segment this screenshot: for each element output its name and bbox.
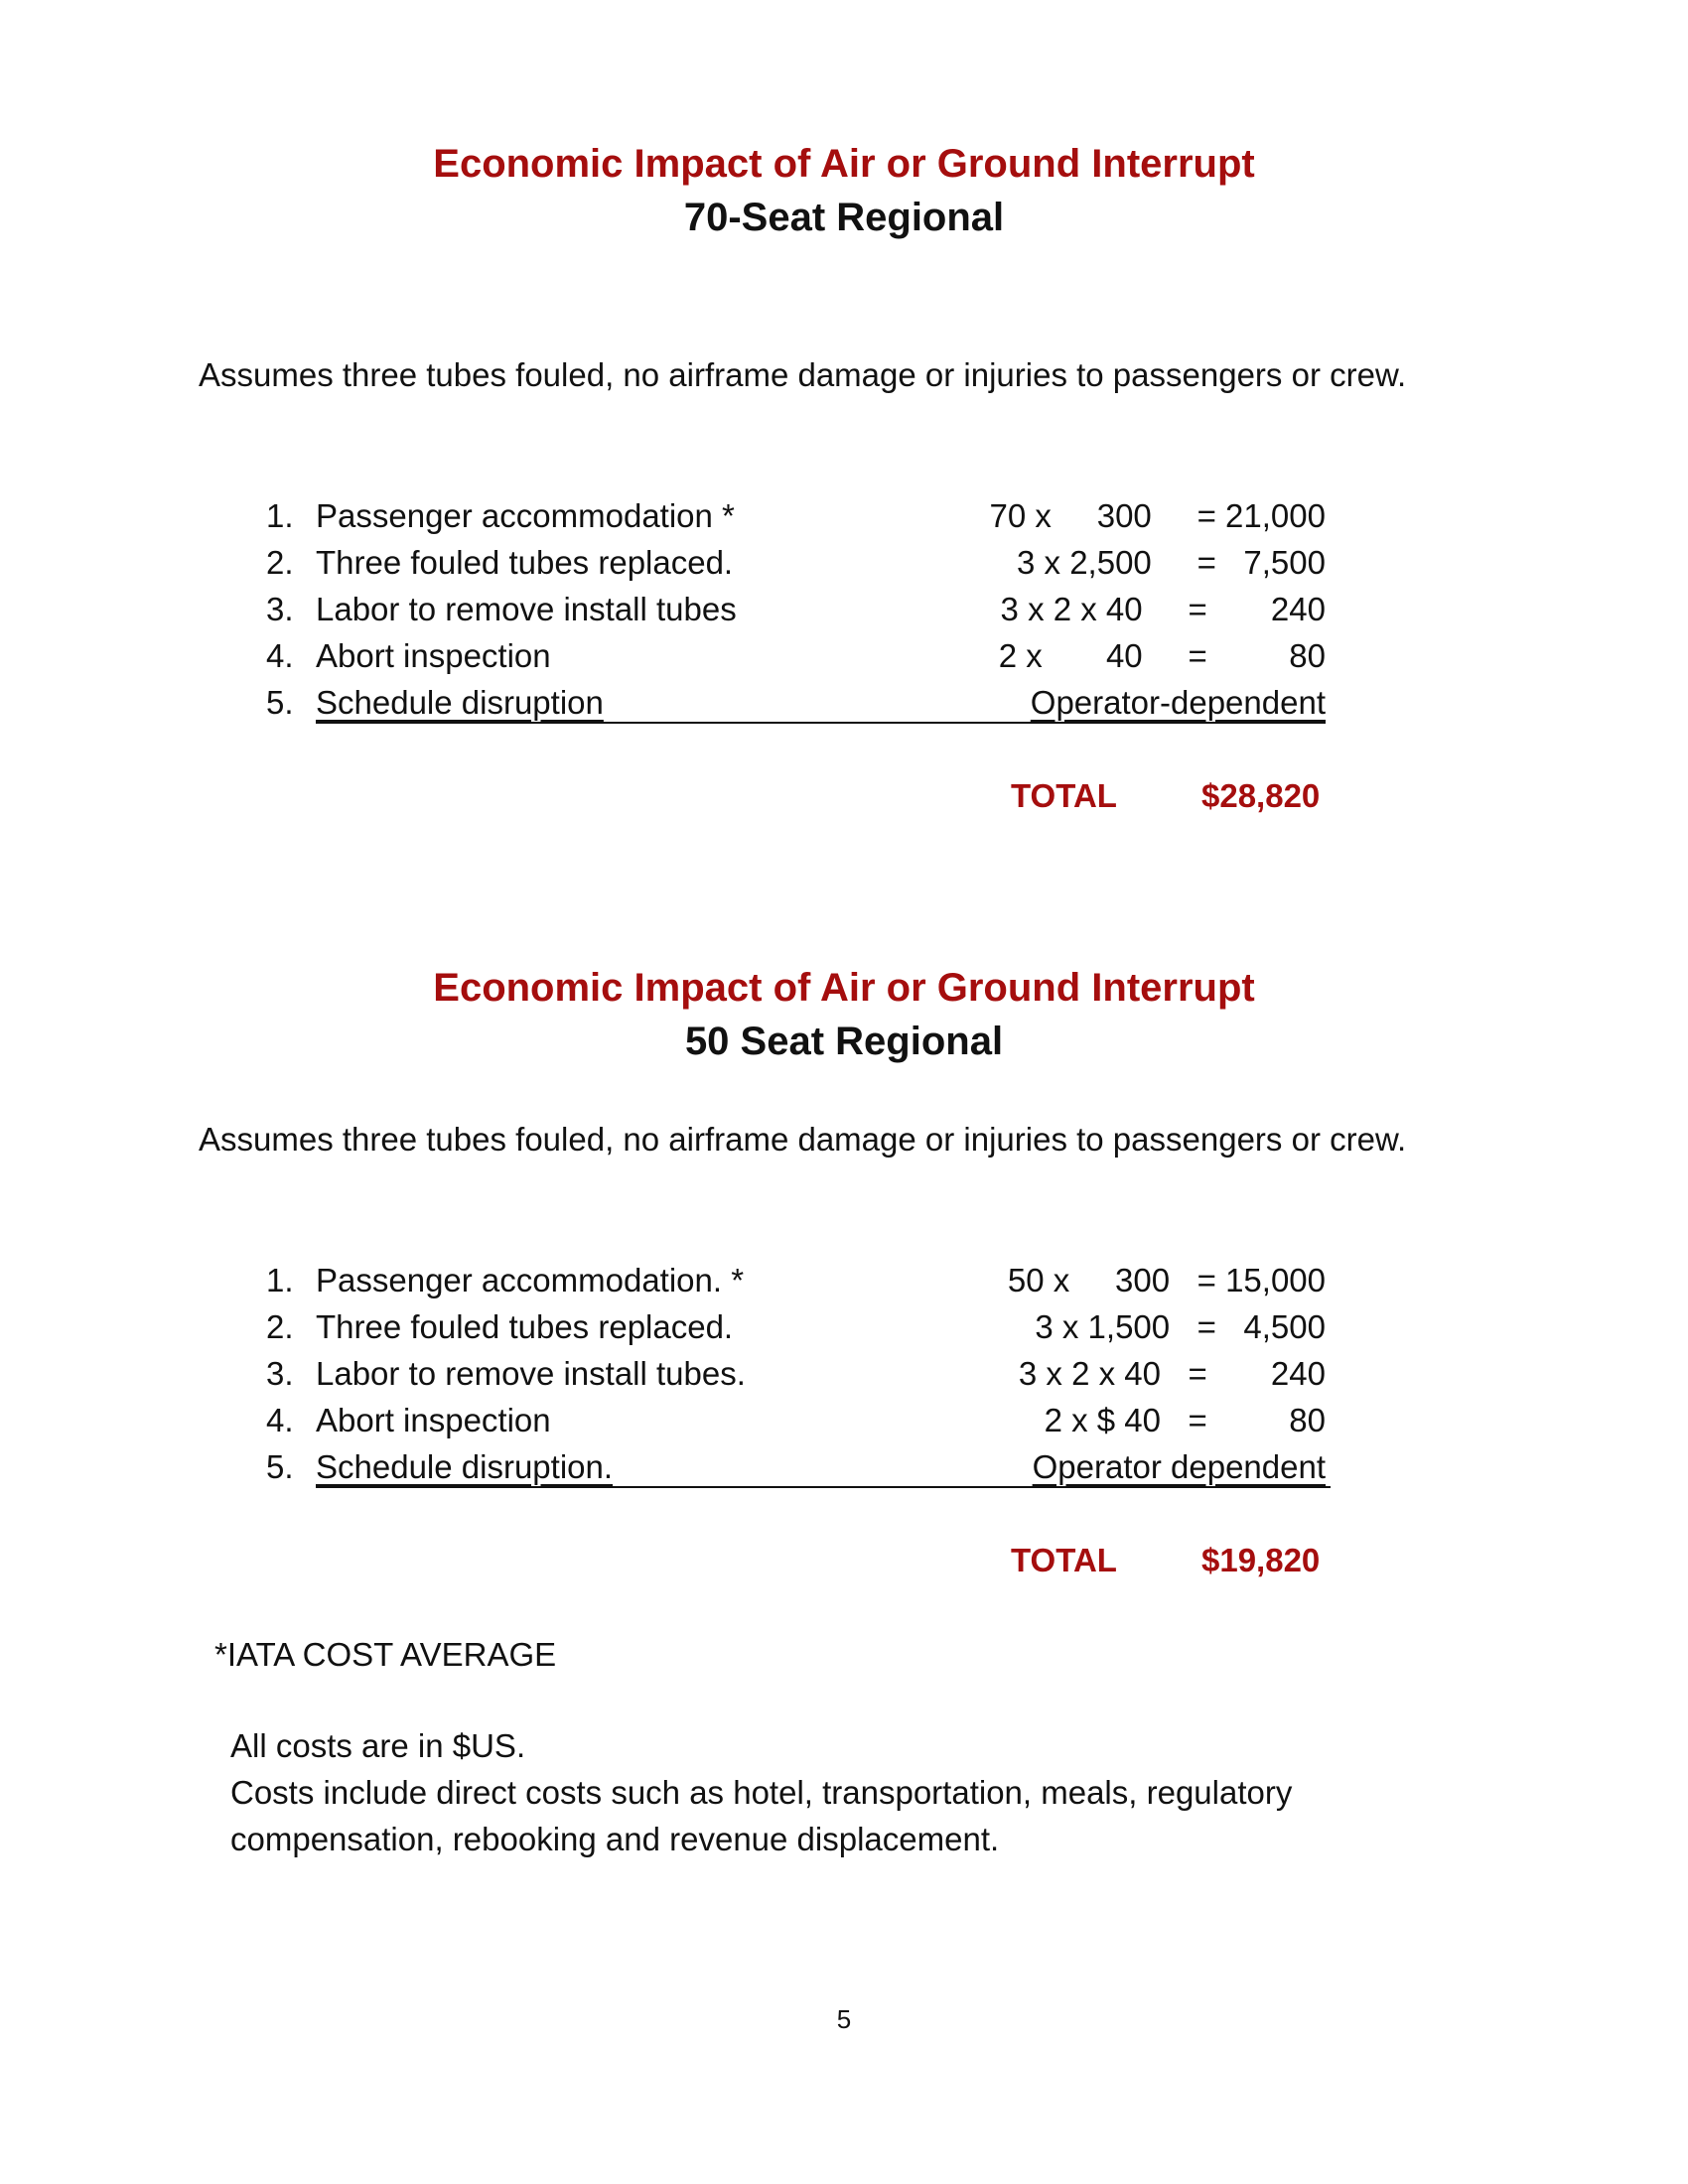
page-number: 5	[836, 2004, 852, 2034]
section1-item-1	[0, 492, 1688, 539]
item-label: Schedule disruption	[316, 684, 604, 721]
item-number: 5.	[266, 684, 294, 721]
section2-item-1	[0, 1257, 1688, 1303]
item-number: 4.	[266, 1402, 294, 1438]
item-number: 2.	[266, 544, 294, 581]
footnote-iata: *IATA COST AVERAGE	[214, 1636, 557, 1673]
section2-item-5	[0, 1443, 1688, 1490]
section1-total-value: $28,820	[1201, 777, 1321, 814]
item-label: Labor to remove install tubes	[316, 591, 737, 627]
item-number: 3.	[266, 1355, 294, 1392]
item-calculation: 70 x 300 = 21,000	[989, 497, 1326, 534]
section2-total-label: TOTAL	[1011, 1542, 1117, 1578]
item-label: Abort inspection	[316, 1402, 551, 1438]
item-label: Passenger accommodation *	[316, 497, 735, 534]
item-label: Labor to remove install tubes.	[316, 1355, 746, 1392]
item-calculation: Operator dependent	[1032, 1448, 1326, 1485]
item-number: 1.	[266, 1262, 294, 1298]
note-line-2: Costs include direct costs such as hotel, transportation, meals, regulatory	[230, 1774, 1293, 1811]
section1-title: Economic Impact of Air or Ground Interrupt	[433, 142, 1255, 186]
note-line-1: All costs are in $US.	[230, 1727, 526, 1764]
item-calculation: Operator-dependent	[1030, 684, 1326, 721]
item-number: 4.	[266, 637, 294, 674]
note-line-3: compensation, rebooking and revenue displacement.	[230, 1821, 1000, 1857]
item-label: Three fouled tubes replaced.	[316, 544, 734, 581]
item-calculation: 3 x 1,500 = 4,500	[1035, 1308, 1326, 1345]
section2-subtitle: 50 Seat Regional	[684, 1020, 1004, 1063]
item-label: Schedule disruption.	[316, 1448, 614, 1485]
section1-item-5	[0, 679, 1688, 726]
section2-underline-rule	[316, 1486, 1331, 1488]
section2-item-4	[0, 1397, 1688, 1443]
item-calculation: 2 x 40 = 80	[998, 637, 1326, 674]
section2-item-3	[0, 1350, 1688, 1397]
section1-item-4	[0, 632, 1688, 679]
item-number: 3.	[266, 591, 294, 627]
section1-underline-rule	[316, 722, 1326, 724]
item-number: 5.	[266, 1448, 294, 1485]
item-number: 1.	[266, 497, 294, 534]
section1-item-3	[0, 586, 1688, 632]
item-calculation: 3 x 2 x 40 = 240	[1000, 591, 1326, 627]
item-calculation: 3 x 2,500 = 7,500	[1017, 544, 1326, 581]
section2-title: Economic Impact of Air or Ground Interrupt	[433, 966, 1255, 1010]
section2-assumption: Assumes three tubes fouled, no airframe damage or injuries to passengers or crew.	[199, 1121, 1407, 1158]
item-number: 2.	[266, 1308, 294, 1345]
section1-assumption: Assumes three tubes fouled, no airframe damage or injuries to passengers or crew.	[199, 356, 1407, 393]
item-calculation: 50 x 300 = 15,000	[1007, 1262, 1326, 1298]
section1-total-label: TOTAL	[1011, 777, 1117, 814]
item-label: Three fouled tubes replaced.	[316, 1308, 734, 1345]
item-calculation: 2 x $ 40 = 80	[1044, 1402, 1326, 1438]
section1-item-2	[0, 539, 1688, 586]
item-label: Abort inspection	[316, 637, 551, 674]
section2-item-2	[0, 1303, 1688, 1350]
item-label: Passenger accommodation. *	[316, 1262, 745, 1298]
item-calculation: 3 x 2 x 40 = 240	[1018, 1355, 1326, 1392]
section1-subtitle: 70-Seat Regional	[683, 196, 1005, 239]
section2-total-value: $19,820	[1201, 1542, 1321, 1578]
